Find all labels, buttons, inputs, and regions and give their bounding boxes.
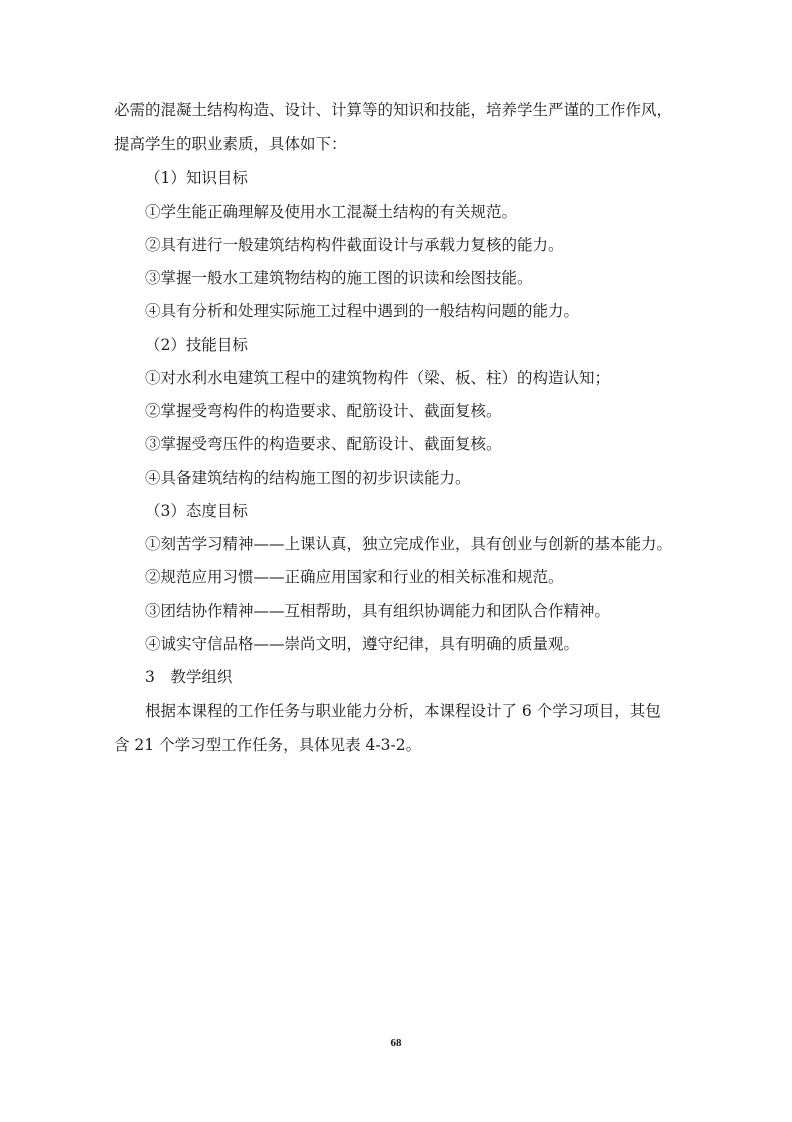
section-heading-teaching-organization: 3 教学组织: [145, 668, 233, 686]
paragraph-line: 根据本课程的工作任务与职业能力分析，本课程设计了 6 个学习项目，其包: [145, 702, 661, 720]
list-item: ②规范应用习惯——正确应用国家和行业的相关标准和规范。: [145, 568, 564, 586]
list-item: ④诚实守信品格——崇尚文明，遵守纪律，具有明确的质量观。: [145, 635, 580, 653]
list-item: ③团结协作精神——互相帮助，具有组织协调能力和团队合作精神。: [145, 602, 611, 620]
list-item: ②掌握受弯构件的构造要求、配筋设计、截面复核。: [145, 402, 502, 420]
paragraph-line-2: 提高学生的职业素质，具体如下：: [114, 135, 347, 153]
section-heading-skills: （2）技能目标: [145, 336, 248, 354]
list-item: ①学生能正确理解及使用水工混凝土结构的有关规范。: [145, 203, 518, 221]
list-item: ④具有分析和处理实际施工过程中遇到的一般结构问题的能力。: [145, 302, 580, 320]
page-number: 68: [390, 1037, 402, 1049]
paragraph-line-1: 必需的混凝土结构构造、设计、计算等的知识和技能，培养学生严谨的工作作风，: [114, 101, 673, 119]
section-heading-attitude: （3）态度目标: [145, 502, 248, 520]
list-item: ①对水利水电建筑工程中的建筑物构件（梁、板、柱）的构造认知；: [145, 369, 611, 387]
section-heading-knowledge: （1）知识目标: [145, 169, 248, 187]
paragraph-line: 含 21 个学习型工作任务，具体见表 4-3-2。: [114, 736, 422, 754]
list-item: ①刻苦学习精神——上课认真，独立完成作业，具有创业与创新的基本能力。: [145, 535, 673, 553]
list-item: ③掌握一般水工建筑物结构的施工图的识读和绘图技能。: [145, 269, 533, 287]
list-item: ②具有进行一般建筑结构构件截面设计与承载力复核的能力。: [145, 236, 564, 254]
list-item: ④具备建筑结构的结构施工图的初步识读能力。: [145, 469, 471, 487]
list-item: ③掌握受弯压件的构造要求、配筋设计、截面复核。: [145, 435, 502, 453]
